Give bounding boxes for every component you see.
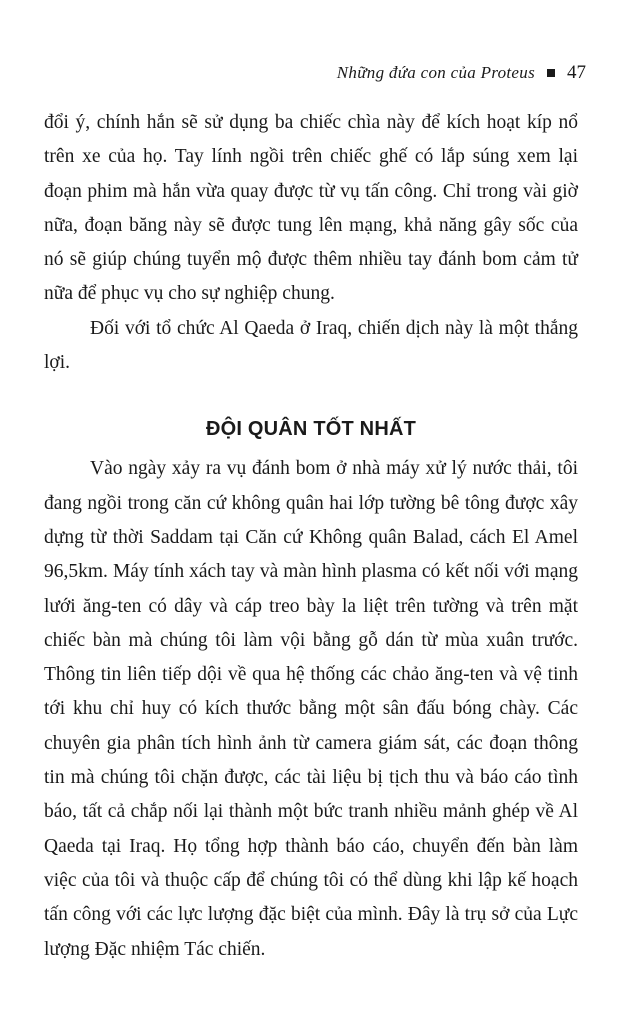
paragraph: Đối với tổ chức Al Qaeda ở Iraq, chiến dịch này là một thắng lợi. [44, 317, 578, 374]
section-heading: ĐỘI QUÂN TỐT NHẤT [205, 418, 417, 441]
page-number: 47 [567, 62, 586, 83]
running-title: Những đứa con của Proteus [336, 63, 535, 82]
paragraph: Vào ngày xảy ra vụ đánh bom ở nhà máy xử lý nước thải, tôi đang ngồi trong căn cứ không quân hai lớp tường bê tông được xây dựng từ thời Saddam tại Căn cứ Không quân Balad, cách El Amel 96,5km. Máy tính xách tay và màn hình plasma có kết nối với mạng lưới ăng-ten có dây và cáp treo bày la liệt trên tường và trên mặt chiếc bàn mà chúng tôi làm vội bằng gỗ dán từ mùa xuân trước. Thông tin liên tiếp dội về qua hệ thống các chảo ăng-ten và vệ tinh tới khu chỉ huy có kích thước bằng một sân đấu bóng chày. Các chuyên gia phân tích hình ảnh từ camera giám sát, các đoạn thông tin mà chúng tôi chặn được, các tài liệu bị tịch thu và báo cáo tình báo, tất cả chắp nối lại thành một bức tranh nhiều mảnh ghép về Al Qaeda tại Iraq. Họ tổng hợp thành báo cáo, chuyển đến bàn làm việc của tôi và thuộc cấp để chúng tôi có thể dùng khi lập kế hoạch tấn công với các lực lượng đặc biệt của mình. Đây là trụ sở của Lực lượng Đặc nhiệm Tác chiến. [44, 458, 578, 960]
running-header [337, 62, 586, 84]
paragraph-continued: đổi ý, chính hắn sẽ sử dụng ba chiếc chìa này để kích hoạt kíp nổ trên xe của họ. Tay lính ngồi trên chiếc ghế có lắp súng xem lại đoạn phim mà hắn vừa quay được từ vụ tấn công. Chỉ trong vài giờ nữa, đoạn băng này sẽ được tung lên mạng, khả năng gây sốc của nó sẽ giúp chúng tuyển mộ được thêm nhiều tay đánh bom cảm tử nữa để phục vụ cho sự nghiệp chung. [44, 112, 578, 305]
page-body [44, 106, 578, 967]
square-bullet-icon [547, 69, 555, 77]
